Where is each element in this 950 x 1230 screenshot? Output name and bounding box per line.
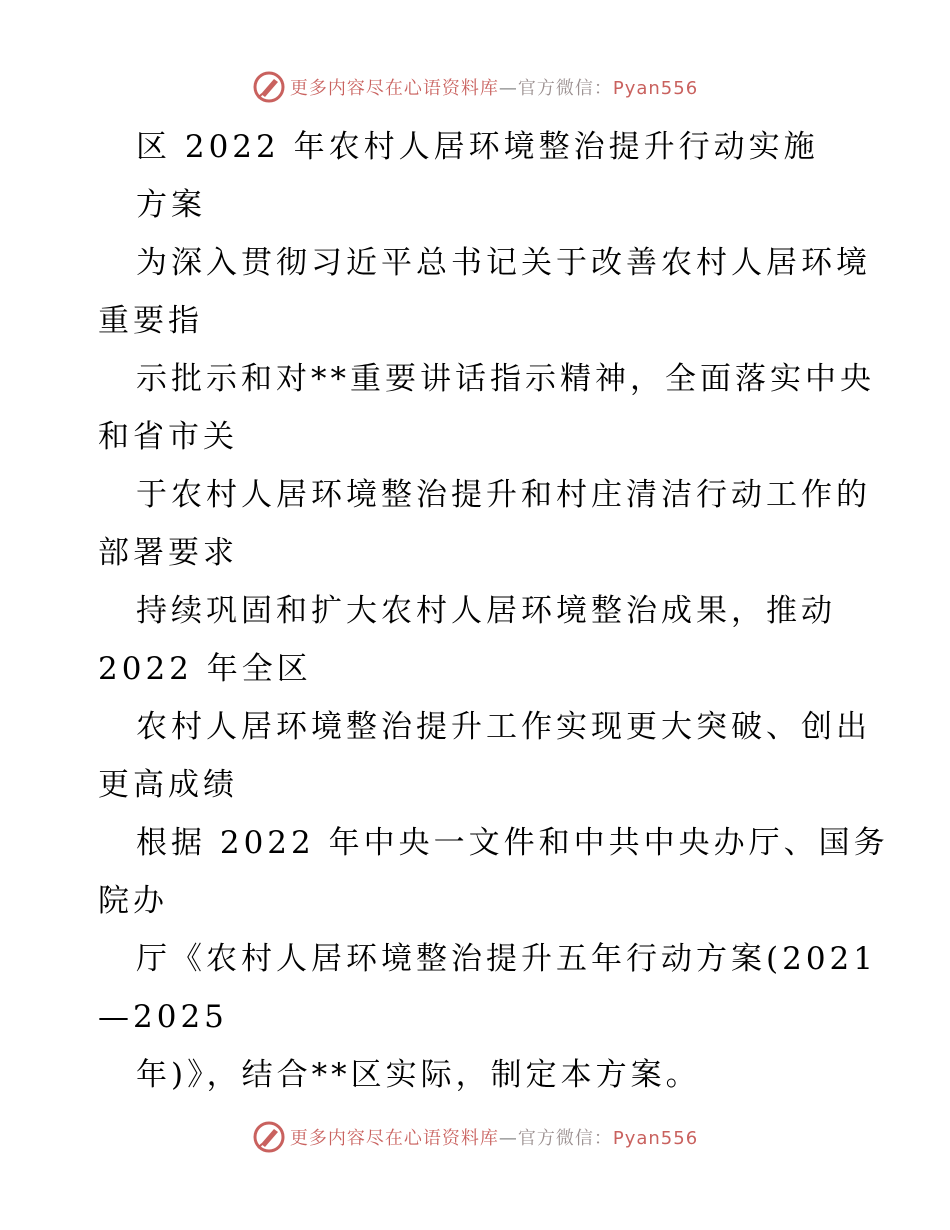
watermark-text: 更多内容尽在心语资料库—官方微信：Pyan556 <box>289 78 699 99</box>
paragraph-line: 重要指 <box>98 303 203 339</box>
paragraph-line: 部署要求 <box>98 535 238 571</box>
paragraph-line: 和省市关 <box>98 419 238 455</box>
paragraph-line: 于农村人居环境整治提升和村庄清洁行动工作的 <box>136 477 871 513</box>
paragraph-line: 2022 年全区 <box>98 651 312 687</box>
title-line-1: 区 2022 年农村人居环境整治提升行动实施 <box>136 129 819 165</box>
brand-logo-icon <box>252 70 286 104</box>
paragraph-line: 农村人居环境整治提升工作实现更大突破、创出 <box>136 709 871 745</box>
paragraph-line: 年)》，结合**区实际，制定本方案。 <box>136 1057 701 1093</box>
footer-watermark <box>0 1120 950 1154</box>
paragraph-line: 持续巩固和扩大农村人居环境整治成果，推动 <box>136 593 836 629</box>
paragraph-line: —2025 <box>98 999 228 1035</box>
paragraph-line: 厅《农村人居环境整治提升五年行动方案(2021 <box>136 941 877 977</box>
paragraph-line: 院办 <box>98 883 168 919</box>
watermark-text: 更多内容尽在心语资料库—官方微信：Pyan556 <box>289 1128 699 1149</box>
header-watermark <box>0 70 950 104</box>
paragraph-line: 更高成绩 <box>98 767 238 803</box>
brand-logo-icon <box>252 1120 286 1154</box>
paragraph-line: 示批示和对**重要讲话指示精神，全面落实中央 <box>136 361 875 397</box>
paragraph-line: 为深入贯彻习近平总书记关于改善农村人居环境 <box>136 245 871 281</box>
paragraph-line: 根据 2022 年中央一文件和中共中央办厅、国务 <box>136 825 889 861</box>
title-line-2: 方案 <box>136 187 206 223</box>
